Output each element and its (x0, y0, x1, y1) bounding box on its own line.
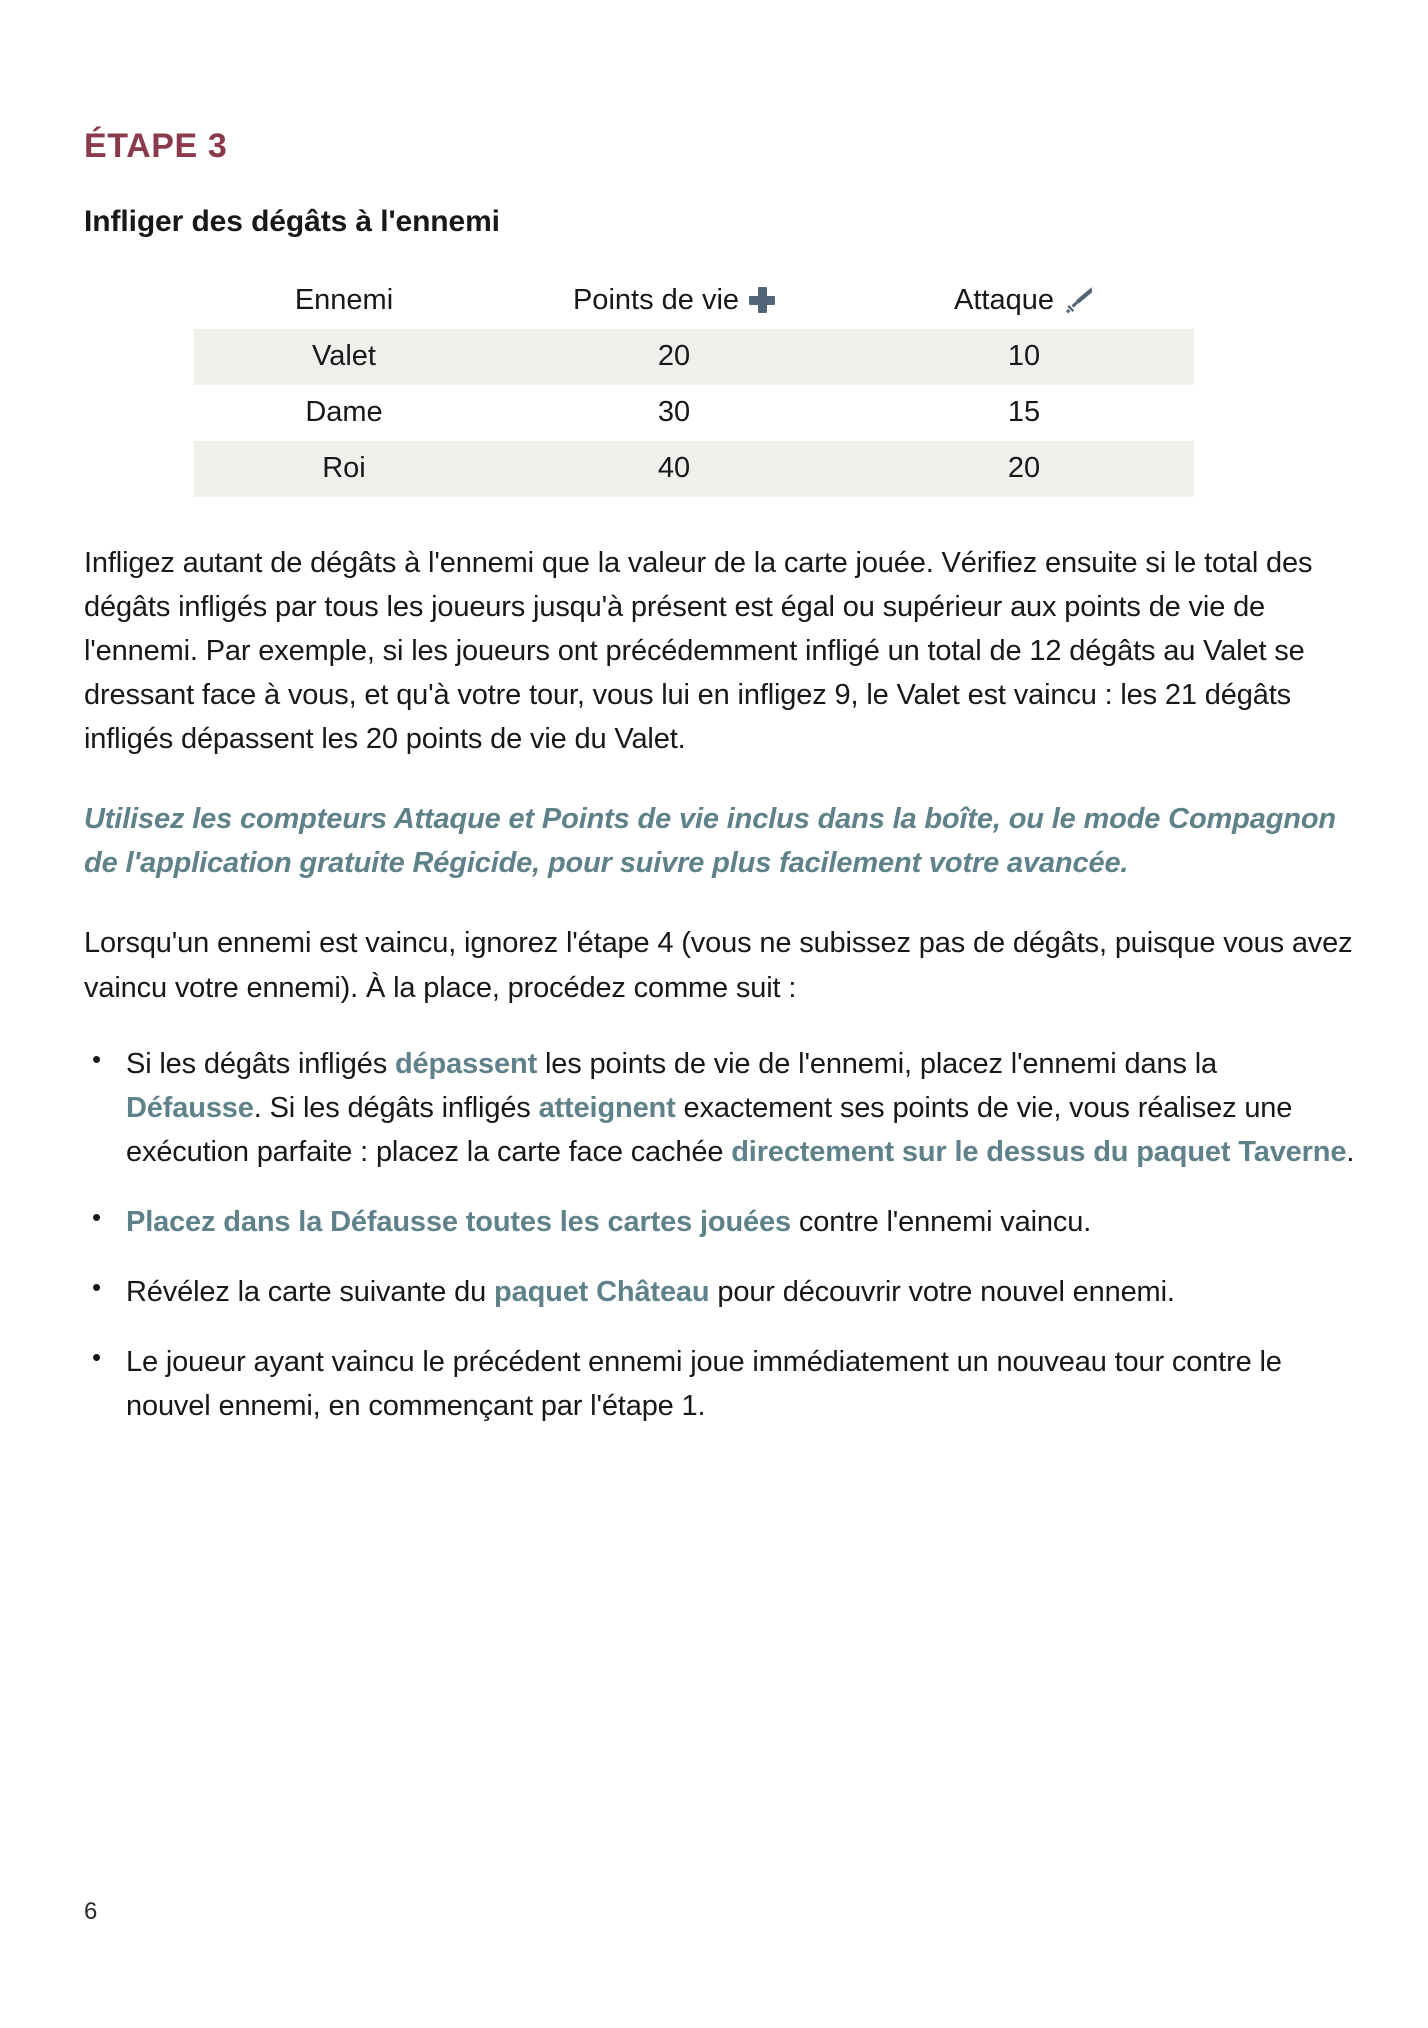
table-header-row (194, 282, 1194, 329)
body-text: les points de vie de l'ennemi, placez l'ennemi dans la (537, 1047, 1217, 1080)
table-body (194, 329, 1194, 497)
page-number: 6 (84, 1898, 98, 1925)
list-item (84, 1340, 1356, 1428)
cell-health: 30 (494, 385, 854, 441)
sword-icon (1064, 285, 1094, 315)
cell-health: 20 (494, 329, 854, 385)
table-header (194, 282, 1194, 329)
enemy-stats-table-wrapper (84, 282, 1356, 497)
emphasis-text: Placez dans la Défausse toutes les cartes jouées (126, 1205, 791, 1238)
intro-paragraph: Infligez autant de dégâts à l'ennemi que la valeur de la carte jouée. Vérifiez ensuite si le total des dégâts infligés par tous les joueurs jusqu'à présent est égal ou supérieur aux points de vie de l'ennemi. Par exemple, si les joueurs ont précédemment infligé un total de 12 dégâts au Valet se dressant face à vous, et qu'à votre tour, vous lui en infligez 9, le Valet est vaincu : les 21 dégâts infligés dépassent les 20 points de vie du Valet. (84, 546, 1313, 756)
cell-attack: 15 (854, 385, 1194, 441)
column-header-enemy (194, 282, 494, 329)
list-item (84, 1042, 1356, 1174)
body-text: pour découvrir votre nouvel ennemi. (709, 1275, 1175, 1308)
body-text: Le joueur ayant vaincu le précédent ennemi joue immédiatement un nouveau tour contre le nouvel ennemi, en commençant par l'étape 1. (126, 1345, 1282, 1423)
body-text: exactement ses points de vie, vous réalisez une exécution parfaite : placez la carte face cachée (126, 1091, 1293, 1168)
cell-enemy: Roi (194, 441, 494, 497)
body-text: Si les dégâts infligés (126, 1047, 395, 1080)
column-header-attack-label: Attaque (954, 283, 1054, 316)
defeat-steps-list (84, 1042, 1356, 1429)
column-header-enemy-label: Ennemi (294, 283, 394, 316)
column-header-health (494, 282, 854, 329)
body-text: . (1346, 1135, 1355, 1168)
section-subtitle: Infliger des dégâts à l'ennemi (84, 205, 500, 239)
callout-paragraph: Utilisez les compteurs Attaque et Points de vie inclus dans la boîte, ou le mode Compagnon de l'application gratuite Régicide, pour suivre plus facilement votre avancée. (84, 803, 1336, 880)
cell-attack: 10 (854, 329, 1194, 385)
cell-enemy: Valet (194, 329, 494, 385)
enemy-stats-table (194, 282, 1194, 497)
health-cross-icon (749, 287, 775, 313)
body-text: contre l'ennemi vaincu. (790, 1205, 1092, 1238)
emphasis-text: dépassent (394, 1047, 538, 1080)
page-content (84, 0, 1356, 1454)
defeat-intro-paragraph: Lorsqu'un ennemi est vaincu, ignorez l'étape 4 (vous ne subissez pas de dégâts, puisque vous avez vaincu votre ennemi). À la place, procédez comme suit : (84, 927, 1353, 1004)
list-item (84, 1200, 1356, 1244)
cell-health: 40 (494, 441, 854, 497)
emphasis-text: atteignent (538, 1091, 676, 1124)
body-text: . Si les dégâts infligés (253, 1091, 539, 1124)
emphasis-text: directement sur le dessus du paquet Taverne (731, 1135, 1347, 1168)
emphasis-text: paquet Château (494, 1275, 710, 1308)
list-item (84, 1270, 1356, 1314)
page-title: ÉTAPE 3 (84, 127, 228, 165)
table-row (194, 385, 1194, 441)
table-row (194, 329, 1194, 385)
body-text: Révélez la carte suivante du (126, 1275, 495, 1308)
cell-enemy: Dame (194, 385, 494, 441)
emphasis-text: Défausse (126, 1091, 254, 1124)
column-header-health-label: Points de vie (572, 283, 740, 316)
table-row (194, 441, 1194, 497)
cell-attack: 20 (854, 441, 1194, 497)
column-header-attack (854, 282, 1194, 329)
